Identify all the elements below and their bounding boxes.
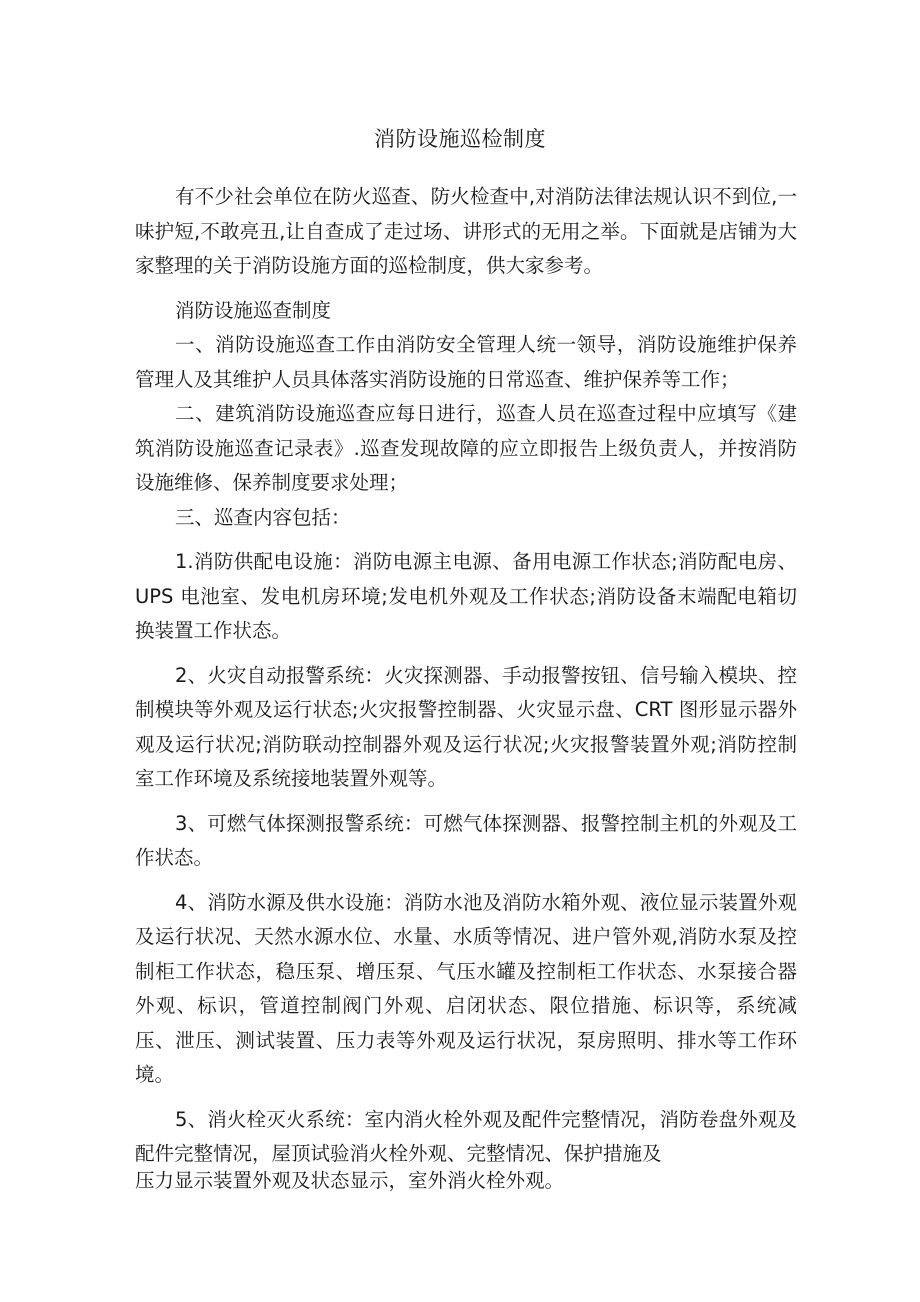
- item-paragraph-4: 4、消防水源及供水设施：消防水池及消防水箱外观、液位显示装置外观及运行状况、天然水源水位、水量、水质等情况、进户管外观,消防水泵及控制柜工作状态，稳压泵、增压泵、气压水罐及控制柜工作状态、水泵接合器外观、标识，管道控制阀门外观、启闭状态、限位措施、标识等，系统减压、泄压、测试装置、压力表等外观及运行状况，泵房照明、排水等工作环境。: [135, 890, 797, 1086]
- intro-paragraph: 有不少社会单位在防火巡查、防火检查中,对消防法律法规认识不到位,一味护短,不敢亮丑,让自查成了走过场、讲形式的无用之举。下面就是店铺为大家整理的关于消防设施方面的巡检制度，供大家参考。: [135, 185, 797, 277]
- section-heading: 消防设施巡查制度: [175, 298, 332, 322]
- rule-paragraph-1: 一、消防设施巡查工作由消防安全管理人统一领导，消防设施维护保养管理人及其维护人员具体落实消防设施的日常巡查、维护保养等工作；: [135, 333, 797, 391]
- document-body: [135, 180, 797, 1172]
- document-title: 消防设施巡检制度: [374, 127, 546, 151]
- item-paragraph-2: 2、火灾自动报警系统：火灾探测器、手动报警按钮、信号输入模块、控制模块等外观及运行状态;火灾报警控制器、火灾显示盘、CRT 图形显示器外观及运行状况;消防联动控制器外观及运行状况;火灾报警装置外观;消防控制室工作环境及系统接地装置外观等。: [135, 663, 797, 790]
- item-paragraph-5: 5、消火栓灭火系统：室内消火栓外观及配件完整情况，消防卷盘外观及配件完整情况，屋顶试验消火栓外观、完整情况、保护措施及: [135, 1107, 797, 1165]
- continuation-line: 压力显示装置外观及状态显示，室外消火栓外观。: [135, 1169, 565, 1192]
- item-paragraph-3: 3、可燃气体探测报警系统：可燃气体探测器、报警控制主机的外观及工作状态。: [135, 811, 797, 869]
- item-paragraph-1: 1.消防供配电设施：消防电源主电源、备用电源工作状态;消防配电房、UPS 电池室、发电机房环境;发电机外观及工作状态;消防设备末端配电箱切换装置工作状态。: [135, 550, 797, 642]
- rule-paragraph-3: 三、巡查内容包括：: [175, 505, 351, 529]
- rule-paragraph-2: 二、建筑消防设施巡查应每日进行，巡查人员在巡查过程中应填写《建筑消防设施巡查记录表》.巡查发现故障的应立即报告上级负责人，并按消防设施维修、保养制度要求处理；: [135, 402, 797, 494]
